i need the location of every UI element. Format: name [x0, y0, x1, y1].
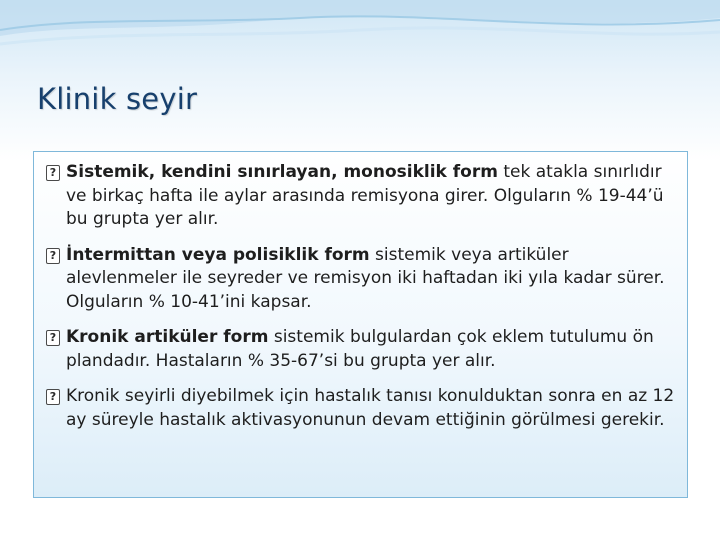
bullet-bold-text: Sistemik, kendini sınırlayan, monosiklik form — [66, 162, 498, 182]
bullet-text: sistemik veya artiküler alevlenmeler ile seyreder ve remisyon iki haftadan iki yıla kadar sürer. Olguların % 10-41’ini kapsar. — [66, 244, 665, 312]
content-box — [33, 151, 688, 498]
bullet-bold-text: Kronik artiküler form — [66, 327, 269, 347]
bullet-text: Kronik seyirli diyebilmek için hastalık tanısı konulduktan sonra en az 12 ay süreyle hastalık aktivasyonunun devam ettiğinin görülmesi gerekir. — [66, 386, 675, 430]
bullet-bold-text: İntermittan veya polisiklik form — [66, 244, 370, 265]
bullet-list — [34, 152, 687, 432]
bullet-marker-icon: ? — [46, 165, 60, 181]
bullet-marker-icon: ? — [46, 248, 60, 264]
bullet-item — [46, 161, 675, 232]
bullet-item — [46, 244, 675, 315]
bullet-item — [46, 326, 675, 373]
bullet-marker-icon: ? — [46, 389, 60, 405]
bullet-text: tek atakla sınırlıdır ve birkaç hafta ile aylar arasında remisyona girer. Olguların % 19-44’ü bu grupta yer alır. — [66, 162, 664, 229]
bullet-text: sistemik bulgulardan çok eklem tutulumu ön plandadır. Hastaların % 35-67’si bu grupta yer alır. — [66, 327, 654, 371]
bullet-marker-icon: ? — [46, 330, 60, 346]
bullet-item — [46, 385, 675, 432]
slide-title: Klinik seyir — [37, 82, 198, 116]
header-wave-decoration — [0, 0, 720, 80]
